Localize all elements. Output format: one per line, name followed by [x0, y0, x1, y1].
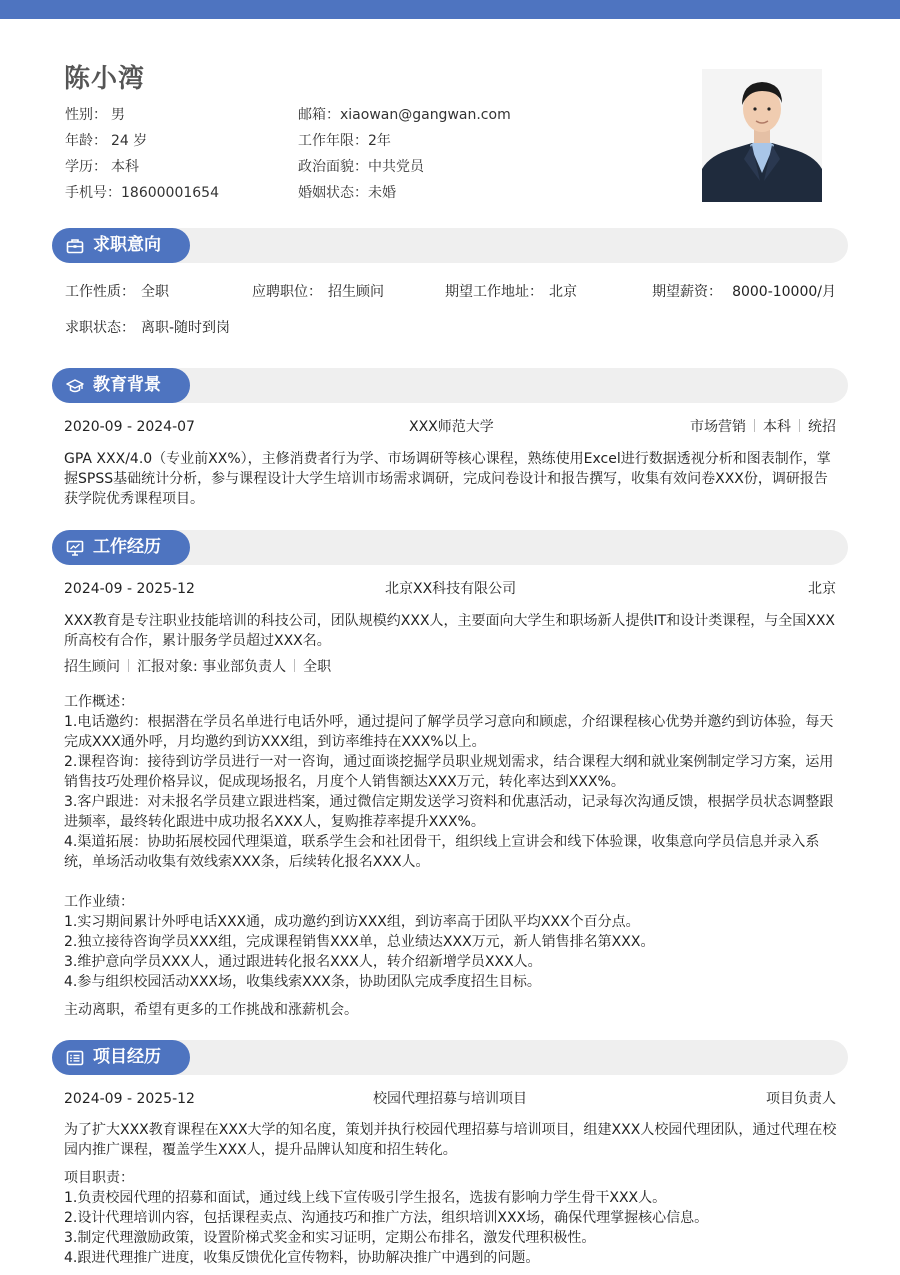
work-kind: 全职 — [303, 659, 332, 675]
project-duties-block — [64, 1168, 838, 1268]
work-result-item: 3.维护意向学员XXX人，通过跟进转化报名XXX人，转介绍新增学员XXX人。 — [64, 954, 542, 970]
project-duty-item: 2.设计代理培训内容，包括课程卖点、沟通技巧和推广方法，组织培训XXX场，确保代理掌握核心信息。 — [64, 1210, 709, 1226]
work-duty-item: 1.电话邀约：根据潜在学员名单进行电话外呼，通过提问了解学员学习意向和顾虑，介绍课程核心优势并邀约到访体验，每天完成XXX通外呼，月均邀约到访XXX组，到访率维持在XXX%以上。 — [64, 714, 834, 750]
education-degree: 本科 — [763, 419, 791, 435]
intent-city-label: 期望工作地址： — [445, 284, 543, 300]
education-level-label: 学历： — [65, 159, 107, 175]
gender-row — [65, 105, 125, 125]
work-report-to: 汇报对象: 事业部负责人 — [137, 659, 287, 675]
intent-status-value: 离职-随时到岗 — [141, 320, 231, 336]
age-row — [65, 131, 147, 151]
top-accent-bar — [0, 0, 900, 19]
divider — [754, 419, 755, 432]
work-result-item: 1.实习期间累计外呼电话XXX通，成功邀约到访XXX组，到访率高于团队平均XXX个百分点。 — [64, 914, 640, 930]
marital-label: 婚姻状态： — [298, 185, 368, 201]
intent-position-label: 应聘职位： — [252, 284, 322, 300]
section-header-education — [52, 368, 848, 403]
education-level-row — [65, 157, 139, 177]
work-years-label: 工作年限： — [298, 133, 368, 149]
work-years-value: 2年 — [368, 133, 391, 149]
marital-row — [298, 183, 396, 203]
gender-value: 男 — [111, 107, 125, 123]
politics-label: 政治面貌： — [298, 159, 368, 175]
section-header-intent — [52, 228, 848, 263]
intent-type-value: 全职 — [141, 284, 169, 300]
intent-salary-value: 8000-10000/月 — [732, 284, 836, 300]
work-duty-item: 3.客户跟进：对未报名学员建立跟进档案，通过微信定期发送学习资料和优惠活动，记录每次沟通反馈，根据学员状态调整跟进频率，最终转化跟进中成功报名XXX人，复购推荐率提升XXX%。 — [64, 794, 834, 830]
work-company-intro: XXX教育是专注职业技能培训的科技公司，团队规模约XXX人，主要面向大学生和职场新人提供IT和设计类课程，与全国XXX所高校有合作，累计服务学员超过XXX名。 — [64, 613, 835, 649]
work-results-title: 工作业绩： — [64, 894, 134, 910]
project-duty-item: 3.制定代理激励政策，设置阶梯式奖金和实习证明，定期公布排名，激发代理积极性。 — [64, 1230, 596, 1246]
project-name: 校园代理招募与培训项目 — [373, 1091, 527, 1107]
section-header-work — [52, 530, 848, 565]
work-period: 2024-09 - 2025-12 — [64, 581, 195, 597]
intent-salary-label: 期望薪资： — [652, 284, 723, 300]
work-result-item: 2.独立接待咨询学员XXX组，完成课程销售XXX单，总业绩达XXX万元，新人销售排名第XXX。 — [64, 934, 655, 950]
education-major: 市场营销 — [690, 419, 746, 435]
gender-label: 性别： — [65, 107, 107, 123]
age-value: 24 岁 — [111, 133, 148, 149]
section-title-work: 工作经历 — [93, 537, 161, 557]
phone-row — [65, 183, 219, 203]
age-label: 年龄： — [65, 133, 107, 149]
project-duty-item: 4.跟进代理推广进度，收集反馈优化宣传物料，协助解决推广中遇到的问题。 — [64, 1250, 540, 1266]
briefcase-icon — [66, 237, 84, 255]
divider — [799, 419, 800, 432]
work-duties-title: 工作概述： — [64, 694, 134, 710]
section-pill-intent — [52, 228, 190, 263]
graduation-cap-icon — [66, 377, 84, 395]
work-results-block — [64, 892, 838, 992]
intent-type-label: 工作性质： — [65, 284, 135, 300]
monitor-icon — [66, 539, 84, 557]
project-period: 2024-09 - 2025-12 — [64, 1091, 195, 1107]
intent-status-label: 求职状态： — [65, 320, 135, 336]
email-value: xiaowan@gangwan.com — [340, 107, 511, 123]
project-duties-title: 项目职责： — [64, 1170, 134, 1186]
section-header-project — [52, 1040, 848, 1075]
section-pill-education — [52, 368, 190, 403]
intent-city-value: 北京 — [549, 284, 577, 300]
education-mode: 统招 — [808, 419, 836, 435]
education-meta — [690, 417, 836, 437]
work-duties-block — [64, 692, 838, 872]
work-years-row — [298, 131, 391, 151]
section-title-intent: 求职意向 — [93, 235, 161, 255]
intent-salary — [652, 282, 836, 302]
project-role: 项目负责人 — [766, 1091, 836, 1107]
work-duty-item: 2.课程咨询：接待到访学员进行一对一咨询，通过面谈挖掘学员职业规划需求，结合课程大纲和就业案例制定学习方案，运用销售技巧处理价格异议，促成现场报名，月度个人销售额达XXX万元，转化率达到XXX%。 — [64, 754, 834, 790]
intent-status — [65, 318, 230, 338]
marital-value: 未婚 — [368, 185, 396, 201]
divider — [128, 659, 129, 672]
work-meta — [64, 657, 331, 677]
intent-city — [445, 282, 577, 302]
phone-value: 18600001654 — [121, 185, 219, 201]
email-row — [298, 105, 511, 125]
section-pill-work — [52, 530, 190, 565]
intent-type — [65, 282, 169, 302]
section-title-project: 项目经历 — [93, 1047, 161, 1067]
intent-position-value: 招生顾问 — [328, 284, 384, 300]
education-level-value: 本科 — [111, 159, 139, 175]
list-icon — [66, 1049, 84, 1067]
section-title-education: 教育背景 — [93, 375, 161, 395]
profile-photo — [702, 69, 822, 202]
project-intro: 为了扩大XXX教育课程在XXX大学的知名度，策划并执行校园代理招募与培训项目，组建XXX人校园代理团队，通过代理在校园内推广课程，覆盖学生XXX人，提升品牌认知度和招生转化。 — [64, 1122, 837, 1158]
email-label: 邮箱： — [298, 107, 340, 123]
politics-value: 中共党员 — [368, 159, 424, 175]
education-period: 2020-09 - 2024-07 — [64, 419, 195, 435]
education-description: GPA XXX/4.0（专业前XX%），主修消费者行为学、市场调研等核心课程，熟练使用Excel进行数据透视分析和图表制作，掌握SPSS基础统计分析，参与课程设计大学生培训市场需求调研，完成问卷设计和报告撰写，收集有效问卷XXX份，调研报告获学院优秀课程项目。 — [64, 451, 831, 507]
work-role: 招生顾问 — [64, 659, 120, 675]
education-school: XXX师范大学 — [409, 419, 494, 435]
work-city: 北京 — [808, 581, 836, 597]
divider — [294, 659, 295, 672]
project-duty-item: 1.负责校园代理的招募和面试，通过线上线下宣传吸引学生报名，选拔有影响力学生骨干XXX人。 — [64, 1190, 667, 1206]
phone-label: 手机号： — [65, 185, 121, 201]
intent-position — [252, 282, 384, 302]
section-pill-project — [52, 1040, 190, 1075]
work-duty-item: 4.渠道拓展：协助拓展校园代理渠道，联系学生会和社团骨干，组织线上宣讲会和线下体验课，收集意向学员信息并录入系统，单场活动收集有效线索XXX条，后续转化报名XXX人。 — [64, 834, 820, 870]
work-result-item: 4.参与组织校园活动XXX场，收集线索XXX条，协助团队完成季度招生目标。 — [64, 974, 541, 990]
work-company: 北京XX科技有限公司 — [385, 581, 517, 597]
work-leave-reason: 主动离职，希望有更多的工作挑战和涨薪机会。 — [64, 1002, 358, 1018]
politics-row — [298, 157, 424, 177]
candidate-name: 陈小湾 — [64, 64, 146, 94]
